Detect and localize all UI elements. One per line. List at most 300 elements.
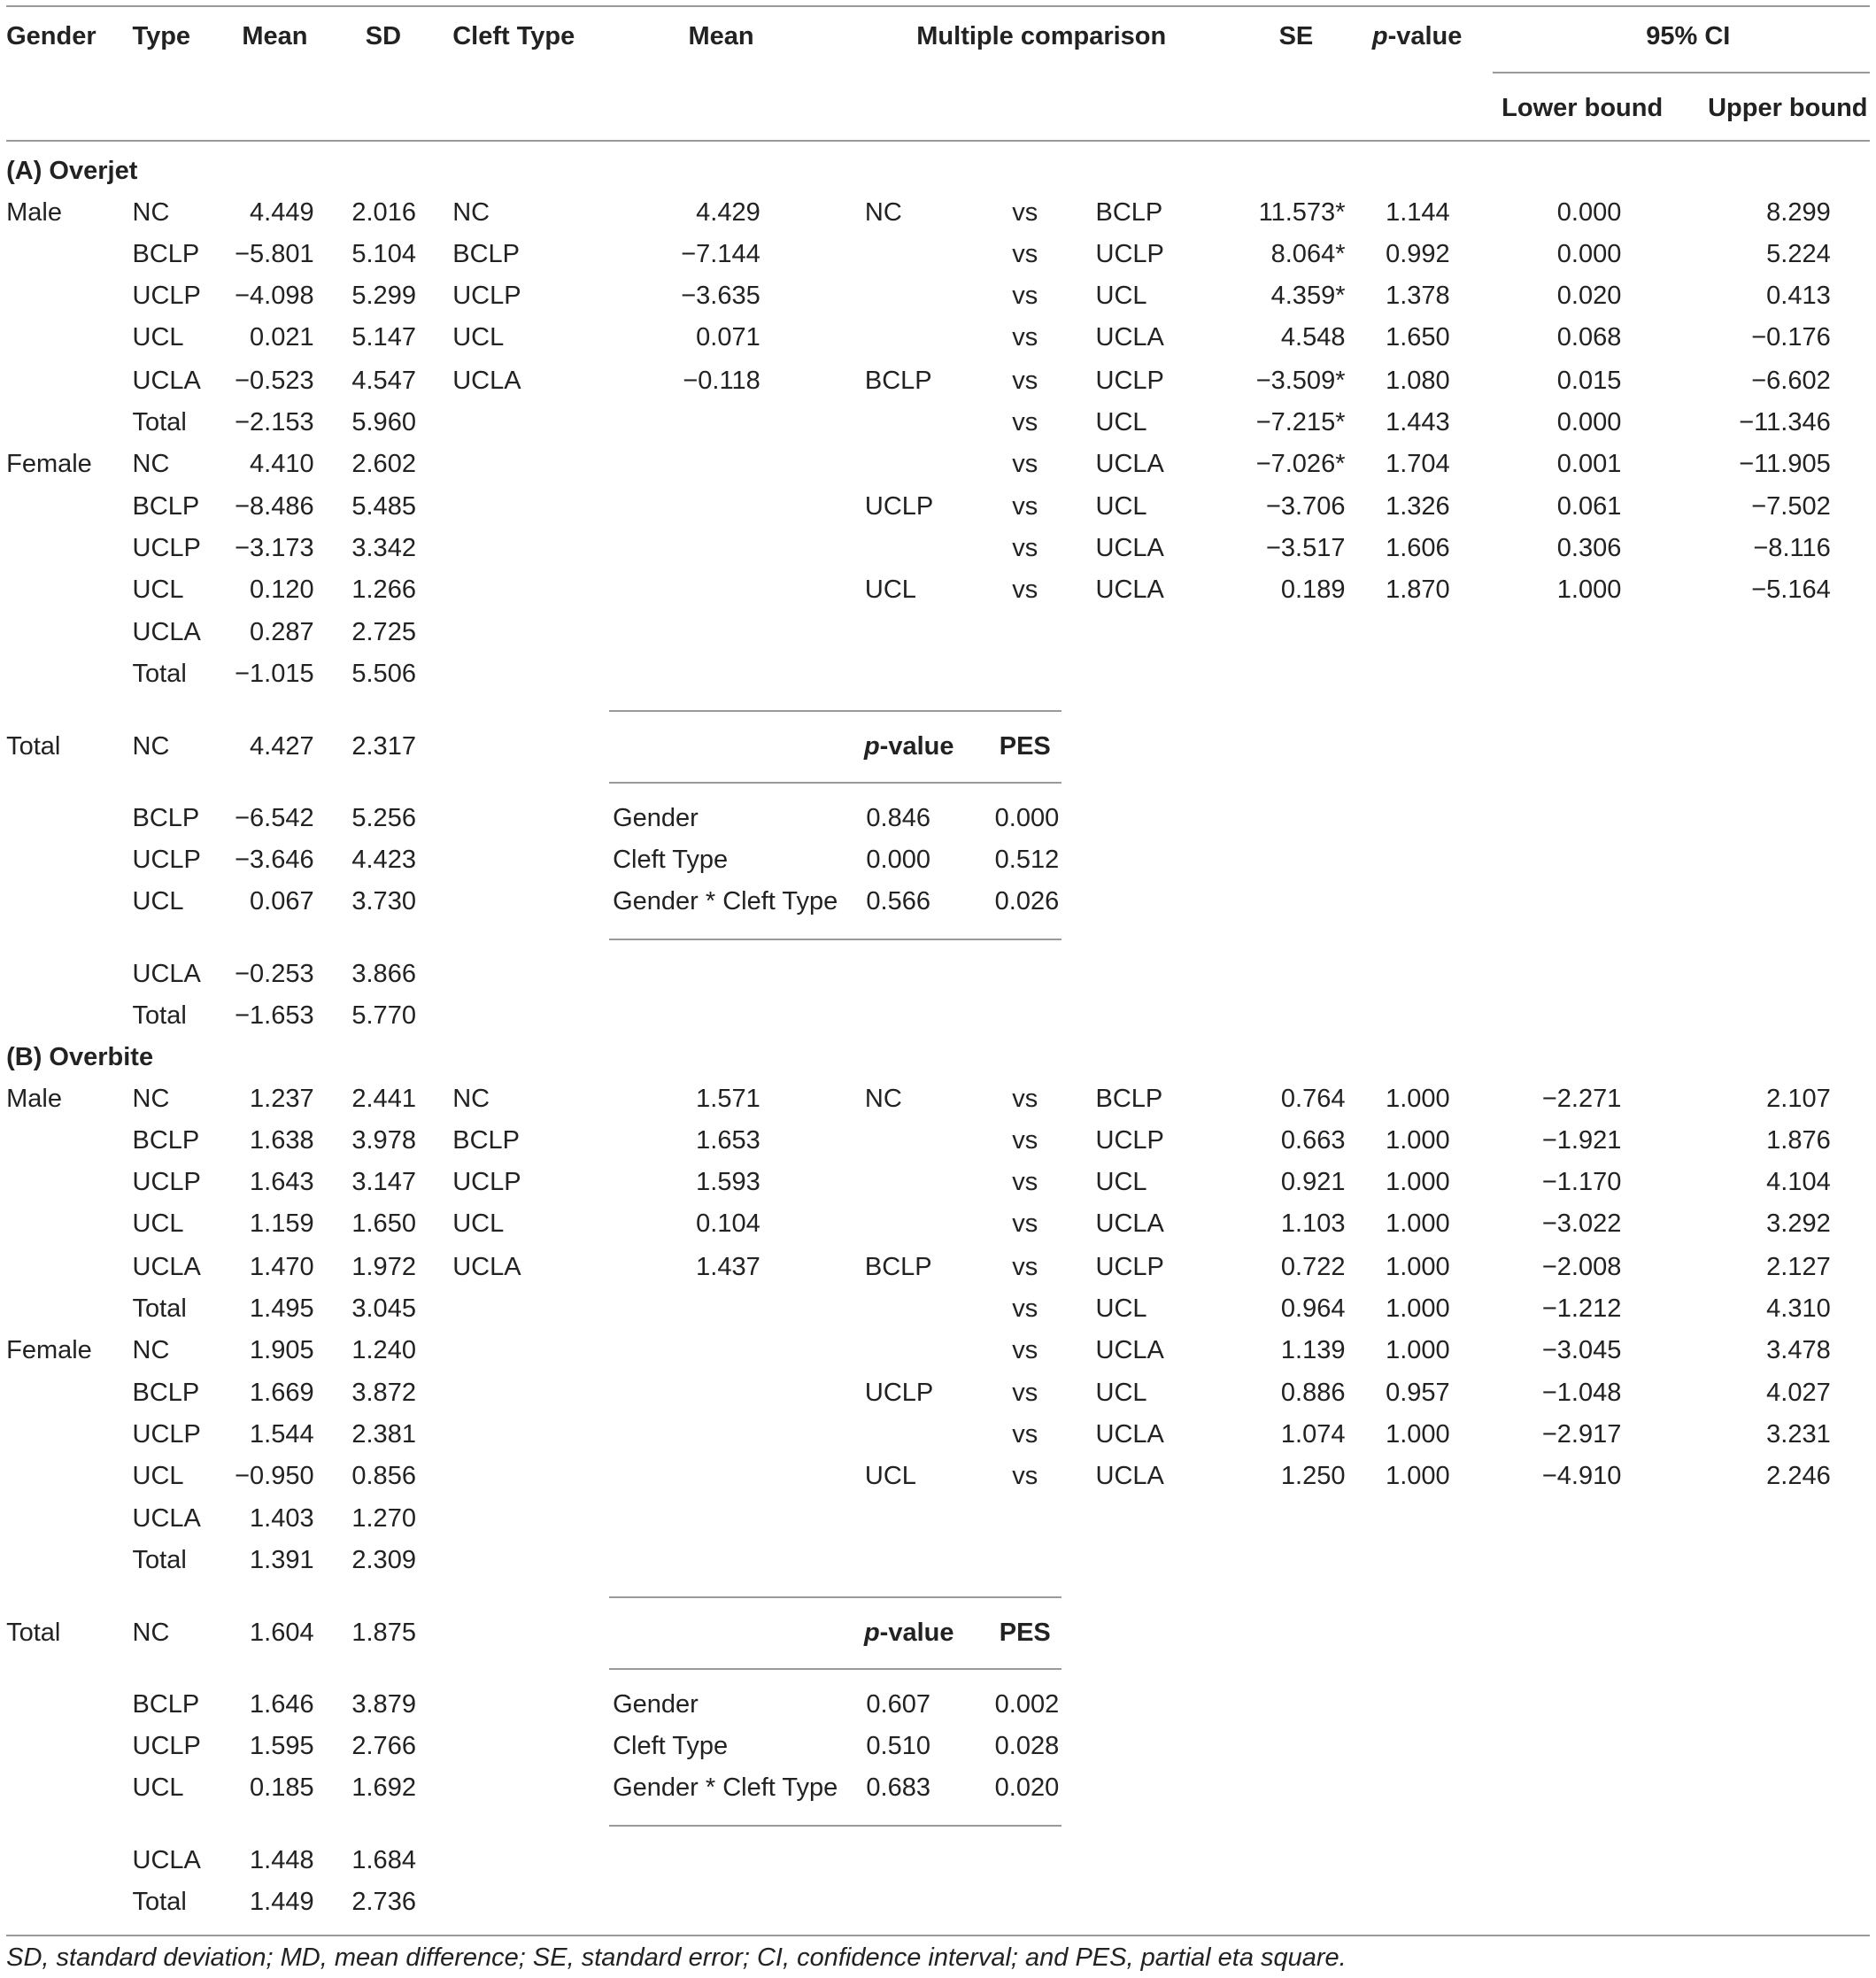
desc-mean-cell: 0.120 xyxy=(250,575,314,604)
comparison-se-cell: 4.359* xyxy=(1270,282,1346,311)
comparison-vs: vs xyxy=(1012,1126,1038,1155)
comparison-se-cell: 1.074 xyxy=(1280,1420,1346,1449)
anova-effect-label: Cleft Type xyxy=(613,1731,729,1760)
comparison-se-cell: 0.764 xyxy=(1280,1085,1346,1114)
anova-header-p-value-italic-p: p xyxy=(863,731,880,761)
comparison-lower-bound-cell: −4.910 xyxy=(1541,1462,1622,1491)
desc-sd-cell: 2.602 xyxy=(351,449,416,478)
cleft-type-cell: UCL xyxy=(452,1209,505,1239)
comparison-lower-bound-cell: 0.000 xyxy=(1556,198,1622,228)
desc-mean-cell: −2.153 xyxy=(235,407,314,437)
comparison-se-cell: 1.250 xyxy=(1280,1462,1346,1491)
desc-type-cell: Total xyxy=(132,1294,187,1323)
desc-type-cell: UCLP xyxy=(132,533,201,562)
cleft-type-cell: BCLP xyxy=(452,240,520,269)
comparison-se-cell: −3.517 xyxy=(1265,533,1346,562)
comparison-group-a: UCLP xyxy=(864,491,934,521)
desc-type-cell: UCLA xyxy=(132,366,201,395)
comparison-upper-bound-cell: 5.224 xyxy=(1766,240,1831,269)
comparison-group-b: UCLP xyxy=(1095,240,1164,269)
comparison-p-value-cell: 1.144 xyxy=(1386,198,1450,228)
comparison-lower-bound-cell: 0.061 xyxy=(1556,491,1622,521)
desc-type-cell: BCLP xyxy=(132,1126,200,1155)
comparison-upper-bound-cell: 4.104 xyxy=(1766,1168,1831,1197)
comparison-lower-bound-cell: 0.000 xyxy=(1556,240,1622,269)
desc-mean-cell: 1.449 xyxy=(250,1888,314,1917)
col-header-lower-bound: Lower bound xyxy=(1502,93,1664,122)
desc-mean-cell: −1.653 xyxy=(235,1001,314,1031)
desc-gender-cell: Female xyxy=(6,1335,92,1364)
col-header-p-value-italic-p: p xyxy=(1371,21,1388,50)
desc-sd-cell: 5.485 xyxy=(351,491,416,521)
desc-mean-cell: 1.595 xyxy=(250,1731,314,1760)
comparison-p-value-cell: 1.000 xyxy=(1386,1126,1450,1155)
desc-sd-cell: 5.147 xyxy=(351,323,416,352)
comparison-vs: vs xyxy=(1012,1420,1038,1449)
comparison-p-value-cell: 1.080 xyxy=(1386,366,1450,395)
desc-type-cell: UCLA xyxy=(132,960,201,989)
desc-sd-cell: 4.547 xyxy=(351,366,416,395)
comparison-lower-bound-cell: 0.000 xyxy=(1556,407,1622,437)
desc-sd-cell: 2.736 xyxy=(351,1888,416,1917)
desc-mean-cell: −0.950 xyxy=(235,1462,314,1491)
comparison-upper-bound-cell: 3.292 xyxy=(1766,1209,1831,1239)
desc-mean-cell: 1.638 xyxy=(250,1126,314,1155)
cleft-mean-cell: 1.653 xyxy=(696,1126,760,1155)
anova-p-value-cell: 0.566 xyxy=(866,886,930,916)
desc-mean-cell: 4.449 xyxy=(250,198,314,228)
table-top-rule xyxy=(6,5,1870,7)
anova-top-rule xyxy=(609,710,1062,712)
desc-mean-cell: 1.403 xyxy=(250,1504,314,1534)
desc-mean-cell: −4.098 xyxy=(235,282,314,311)
comparison-se-cell: 1.103 xyxy=(1280,1209,1346,1239)
comparison-vs: vs xyxy=(1012,1335,1038,1364)
comparison-p-value-cell: 1.000 xyxy=(1386,1209,1450,1239)
comparison-vs: vs xyxy=(1012,575,1038,604)
comparison-p-value-cell: 1.000 xyxy=(1386,1252,1450,1281)
desc-type-cell: NC xyxy=(132,1335,170,1364)
comparison-lower-bound-cell: −2.008 xyxy=(1541,1252,1622,1281)
desc-sd-cell: 3.879 xyxy=(351,1689,416,1719)
cleft-type-cell: NC xyxy=(452,198,490,228)
desc-sd-cell: 2.309 xyxy=(351,1546,416,1575)
comparison-group-b: UCL xyxy=(1095,1168,1147,1197)
desc-sd-cell: 3.045 xyxy=(351,1294,416,1323)
comparison-p-value-cell: 0.957 xyxy=(1386,1379,1450,1408)
desc-sd-cell: 1.240 xyxy=(351,1335,416,1364)
anova-pes-cell: 0.002 xyxy=(994,1689,1060,1719)
comparison-upper-bound-cell: −8.116 xyxy=(1753,533,1831,562)
desc-sd-cell: 1.972 xyxy=(351,1252,416,1281)
desc-mean-cell: −5.801 xyxy=(235,240,314,269)
col-header-se: SE xyxy=(1278,21,1314,50)
comparison-se-cell: 0.663 xyxy=(1280,1126,1346,1155)
desc-type-cell: UCLP xyxy=(132,282,201,311)
ci-spanner-rule xyxy=(1493,72,1870,73)
comparison-lower-bound-cell: −3.022 xyxy=(1541,1209,1622,1239)
col-header-gender: Gender xyxy=(6,21,97,50)
desc-mean-cell: 1.544 xyxy=(250,1420,314,1449)
comparison-group-a: NC xyxy=(864,1085,902,1114)
comparison-upper-bound-cell: 8.299 xyxy=(1766,198,1831,228)
desc-type-cell: UCLP xyxy=(132,1731,201,1760)
comparison-lower-bound-cell: 0.020 xyxy=(1556,282,1622,311)
desc-type-cell: Total xyxy=(132,660,187,689)
comparison-lower-bound-cell: 0.001 xyxy=(1556,449,1622,478)
desc-type-cell: UCL xyxy=(132,1209,184,1239)
desc-sd-cell: 5.104 xyxy=(351,240,416,269)
comparison-vs: vs xyxy=(1012,407,1038,437)
desc-mean-cell: 1.159 xyxy=(250,1209,314,1239)
comparison-se-cell: 0.921 xyxy=(1280,1168,1346,1197)
comparison-group-b: UCLA xyxy=(1095,575,1164,604)
comparison-se-cell: 0.722 xyxy=(1280,1252,1346,1281)
comparison-lower-bound-cell: 0.068 xyxy=(1556,323,1622,352)
desc-mean-cell: −0.253 xyxy=(235,960,314,989)
comparison-p-value-cell: 1.704 xyxy=(1386,449,1450,478)
comparison-se-cell: 0.964 xyxy=(1280,1294,1346,1323)
anova-bottom-rule xyxy=(609,1825,1062,1827)
anova-header-rule xyxy=(609,782,1062,784)
comparison-group-b: BCLP xyxy=(1095,1085,1163,1114)
desc-mean-cell: 1.470 xyxy=(250,1252,314,1281)
desc-sd-cell: 2.317 xyxy=(351,731,416,761)
desc-gender-cell: Male xyxy=(6,198,62,228)
comparison-p-value-cell: 1.650 xyxy=(1386,323,1450,352)
cleft-type-cell: UCLA xyxy=(452,366,521,395)
comparison-vs: vs xyxy=(1012,323,1038,352)
desc-type-cell: Total xyxy=(132,407,187,437)
comparison-lower-bound-cell: −3.045 xyxy=(1541,1335,1622,1364)
desc-type-cell: UCL xyxy=(132,1462,184,1491)
cleft-mean-cell: 4.429 xyxy=(696,198,760,228)
comparison-group-b: UCL xyxy=(1095,1294,1147,1323)
comparison-vs: vs xyxy=(1012,366,1038,395)
comparison-group-b: UCLA xyxy=(1095,449,1164,478)
desc-mean-cell: 4.427 xyxy=(250,731,314,761)
col-header-95ci: 95% CI xyxy=(1646,21,1731,50)
cleft-type-cell: BCLP xyxy=(452,1126,520,1155)
cleft-mean-cell: −3.635 xyxy=(681,282,760,311)
desc-sd-cell: 3.978 xyxy=(351,1126,416,1155)
comparison-group-a: UCL xyxy=(864,1462,916,1491)
comparison-group-b: UCLP xyxy=(1095,1252,1164,1281)
comparison-lower-bound-cell: 1.000 xyxy=(1556,575,1622,604)
desc-mean-cell: 4.410 xyxy=(250,449,314,478)
desc-type-cell: UCLP xyxy=(132,845,201,874)
col-header-upper-bound: Upper bound xyxy=(1708,93,1868,122)
comparison-upper-bound-cell: 0.413 xyxy=(1766,282,1831,311)
desc-type-cell: UCLA xyxy=(132,1846,201,1875)
comparison-lower-bound-cell: −1.170 xyxy=(1541,1168,1622,1197)
desc-type-cell: UCL xyxy=(132,575,184,604)
desc-type-cell: NC xyxy=(132,1085,170,1114)
desc-type-cell: UCL xyxy=(132,1773,184,1802)
desc-sd-cell: 2.725 xyxy=(351,618,416,647)
cleft-type-cell: UCLP xyxy=(452,1168,521,1197)
desc-mean-cell: −3.173 xyxy=(235,533,314,562)
col-header-multiple-comparison: Multiple comparison xyxy=(916,21,1167,50)
desc-gender-cell: Total xyxy=(6,731,61,761)
comparison-upper-bound-cell: −5.164 xyxy=(1751,575,1831,604)
anova-p-value-cell: 0.683 xyxy=(866,1773,930,1802)
comparison-p-value-cell: 1.870 xyxy=(1386,575,1450,604)
comparison-lower-bound-cell: −1.048 xyxy=(1541,1379,1622,1408)
comparison-vs: vs xyxy=(1012,491,1038,521)
comparison-group-b: UCL xyxy=(1095,407,1147,437)
desc-mean-cell: 1.495 xyxy=(250,1294,314,1323)
desc-sd-cell: 3.147 xyxy=(351,1168,416,1197)
comparison-vs: vs xyxy=(1012,198,1038,228)
desc-sd-cell: 5.256 xyxy=(351,803,416,832)
anova-top-rule xyxy=(609,1596,1062,1598)
cleft-mean-cell: 1.571 xyxy=(696,1085,760,1114)
comparison-se-cell: 1.139 xyxy=(1280,1335,1346,1364)
cleft-mean-cell: 0.071 xyxy=(696,323,760,352)
desc-mean-cell: −1.015 xyxy=(235,660,314,689)
cleft-mean-cell: −0.118 xyxy=(683,366,760,395)
cleft-mean-cell: 1.437 xyxy=(696,1252,760,1281)
anova-header-rule xyxy=(609,1668,1062,1670)
desc-sd-cell: 1.692 xyxy=(351,1773,416,1802)
table-footnote: SD, standard deviation; MD, mean difference; SE, standard error; CI, confidence interval; and PES, partial eta square. xyxy=(6,1943,1347,1973)
desc-sd-cell: 5.299 xyxy=(351,282,416,311)
comparison-p-value-cell: 1.000 xyxy=(1386,1462,1450,1491)
comparison-vs: vs xyxy=(1012,1379,1038,1408)
anova-pes-cell: 0.000 xyxy=(994,803,1060,832)
comparison-group-b: UCL xyxy=(1095,282,1147,311)
table-bottom-rule xyxy=(6,1935,1870,1936)
comparison-vs: vs xyxy=(1012,240,1038,269)
desc-mean-cell: 1.905 xyxy=(250,1335,314,1364)
anova-effect-label: Gender * Cleft Type xyxy=(613,886,838,916)
cleft-mean-cell: −7.144 xyxy=(681,240,760,269)
desc-sd-cell: 1.684 xyxy=(351,1846,416,1875)
col-header-cleft-type: Cleft Type xyxy=(452,21,575,50)
anova-pes-cell: 0.020 xyxy=(994,1773,1060,1802)
desc-mean-cell: 1.237 xyxy=(250,1085,314,1114)
comparison-group-b: UCL xyxy=(1095,491,1147,521)
desc-mean-cell: 1.604 xyxy=(250,1618,314,1647)
comparison-vs: vs xyxy=(1012,449,1038,478)
desc-type-cell: NC xyxy=(132,449,170,478)
desc-sd-cell: 3.866 xyxy=(351,960,416,989)
comparison-lower-bound-cell: −2.271 xyxy=(1541,1085,1622,1114)
anova-effect-label: Gender xyxy=(613,1689,699,1719)
desc-mean-cell: 1.646 xyxy=(250,1689,314,1719)
comparison-upper-bound-cell: 2.127 xyxy=(1766,1252,1831,1281)
comparison-se-cell: 0.189 xyxy=(1280,575,1346,604)
comparison-p-value-cell: 1.606 xyxy=(1386,533,1450,562)
comparison-group-b: UCLA xyxy=(1095,1335,1164,1364)
comparison-vs: vs xyxy=(1012,1168,1038,1197)
desc-sd-cell: 5.506 xyxy=(351,660,416,689)
desc-sd-cell: 1.270 xyxy=(351,1504,416,1534)
cleft-type-cell: UCLA xyxy=(452,1252,521,1281)
col-header-sd: SD xyxy=(365,21,402,50)
desc-sd-cell: 5.960 xyxy=(351,407,416,437)
desc-mean-cell: 0.021 xyxy=(250,323,314,352)
comparison-upper-bound-cell: −0.176 xyxy=(1751,323,1831,352)
desc-sd-cell: 3.342 xyxy=(351,533,416,562)
desc-mean-cell: 0.287 xyxy=(250,618,314,647)
desc-sd-cell: 2.381 xyxy=(351,1420,416,1449)
comparison-se-cell: 4.548 xyxy=(1280,323,1346,352)
comparison-vs: vs xyxy=(1012,1085,1038,1114)
desc-type-cell: Total xyxy=(132,1546,187,1575)
comparison-group-b: UCLP xyxy=(1095,366,1164,395)
col-header-mean: Mean xyxy=(242,21,308,50)
anova-p-value-cell: 0.607 xyxy=(866,1689,930,1719)
col-header-type: Type xyxy=(132,21,191,50)
desc-mean-cell: 1.448 xyxy=(250,1846,314,1875)
comparison-lower-bound-cell: −2.917 xyxy=(1541,1420,1622,1449)
comparison-upper-bound-cell: 2.107 xyxy=(1766,1085,1831,1114)
desc-type-cell: NC xyxy=(132,1618,170,1647)
desc-mean-cell: −3.646 xyxy=(235,845,314,874)
comparison-se-cell: −3.509* xyxy=(1255,366,1346,395)
anova-pes-cell: 0.512 xyxy=(994,845,1060,874)
comparison-vs: vs xyxy=(1012,1209,1038,1239)
comparison-se-cell: −3.706 xyxy=(1265,491,1346,521)
desc-type-cell: BCLP xyxy=(132,803,200,832)
comparison-vs: vs xyxy=(1012,1462,1038,1491)
comparison-group-b: UCL xyxy=(1095,1379,1147,1408)
comparison-group-b: UCLA xyxy=(1095,533,1164,562)
desc-sd-cell: 1.650 xyxy=(351,1209,416,1239)
anova-effect-label: Gender xyxy=(613,803,699,832)
comparison-p-value-cell: 1.000 xyxy=(1386,1294,1450,1323)
desc-type-cell: UCL xyxy=(132,886,184,916)
comparison-se-cell: −7.215* xyxy=(1255,407,1346,437)
anova-effect-label: Cleft Type xyxy=(613,845,729,874)
comparison-upper-bound-cell: 4.310 xyxy=(1766,1294,1831,1323)
comparison-lower-bound-cell: 0.015 xyxy=(1556,366,1622,395)
comparison-group-b: UCLA xyxy=(1095,1209,1164,1239)
comparison-se-cell: 0.886 xyxy=(1280,1379,1346,1408)
desc-type-cell: BCLP xyxy=(132,491,200,521)
desc-mean-cell: 1.643 xyxy=(250,1168,314,1197)
comparison-group-b: BCLP xyxy=(1095,198,1163,228)
desc-type-cell: UCLA xyxy=(132,1504,201,1534)
anova-header-p-value-suffix: -value xyxy=(879,731,954,761)
desc-gender-cell: Total xyxy=(6,1618,61,1647)
desc-type-cell: BCLP xyxy=(132,1379,200,1408)
comparison-vs: vs xyxy=(1012,282,1038,311)
desc-sd-cell: 4.423 xyxy=(351,845,416,874)
anova-header-pes: PES xyxy=(999,1618,1051,1647)
desc-type-cell: NC xyxy=(132,731,170,761)
comparison-upper-bound-cell: 2.246 xyxy=(1766,1462,1831,1491)
desc-sd-cell: 3.730 xyxy=(351,886,416,916)
cleft-mean-cell: 0.104 xyxy=(696,1209,760,1239)
desc-mean-cell: 1.669 xyxy=(250,1379,314,1408)
comparison-group-b: UCLP xyxy=(1095,1126,1164,1155)
desc-sd-cell: 1.875 xyxy=(351,1618,416,1647)
desc-type-cell: NC xyxy=(132,198,170,228)
comparison-upper-bound-cell: 1.876 xyxy=(1766,1126,1831,1155)
desc-mean-cell: 0.067 xyxy=(250,886,314,916)
comparison-upper-bound-cell: 3.478 xyxy=(1766,1335,1831,1364)
comparison-vs: vs xyxy=(1012,533,1038,562)
anova-bottom-rule xyxy=(609,939,1062,940)
cleft-type-cell: NC xyxy=(452,1085,490,1114)
anova-pes-cell: 0.028 xyxy=(994,1731,1060,1760)
cleft-mean-cell: 1.593 xyxy=(696,1168,760,1197)
desc-mean-cell: −6.542 xyxy=(235,803,314,832)
comparison-group-a: UCL xyxy=(864,575,916,604)
desc-sd-cell: 3.872 xyxy=(351,1379,416,1408)
comparison-lower-bound-cell: −1.212 xyxy=(1541,1294,1622,1323)
desc-mean-cell: −8.486 xyxy=(235,491,314,521)
desc-type-cell: UCLA xyxy=(132,1252,201,1281)
desc-sd-cell: 5.770 xyxy=(351,1001,416,1031)
comparison-p-value-cell: 1.000 xyxy=(1386,1335,1450,1364)
desc-type-cell: BCLP xyxy=(132,240,200,269)
comparison-p-value-cell: 1.378 xyxy=(1386,282,1450,311)
comparison-vs: vs xyxy=(1012,1294,1038,1323)
comparison-p-value-cell: 1.000 xyxy=(1386,1085,1450,1114)
comparison-group-a: NC xyxy=(864,198,902,228)
comparison-p-value-cell: 1.326 xyxy=(1386,491,1450,521)
comparison-upper-bound-cell: 3.231 xyxy=(1766,1420,1831,1449)
comparison-p-value-cell: 1.443 xyxy=(1386,407,1450,437)
anova-header-p-value-suffix: -value xyxy=(879,1618,954,1647)
comparison-upper-bound-cell: −6.602 xyxy=(1751,366,1831,395)
desc-type-cell: BCLP xyxy=(132,1689,200,1719)
desc-gender-cell: Female xyxy=(6,449,92,478)
anova-header-p-value-italic-p: p xyxy=(863,1618,880,1647)
desc-gender-cell: Male xyxy=(6,1085,62,1114)
comparison-upper-bound-cell: −7.502 xyxy=(1751,491,1831,521)
comparison-lower-bound-cell: −1.921 xyxy=(1541,1126,1622,1155)
cleft-type-cell: UCLP xyxy=(452,282,521,311)
comparison-p-value-cell: 0.992 xyxy=(1386,240,1450,269)
cleft-type-cell: UCL xyxy=(452,323,505,352)
comparison-group-a: BCLP xyxy=(864,366,932,395)
comparison-upper-bound-cell: 4.027 xyxy=(1766,1379,1831,1408)
section-title: (A) Overjet xyxy=(6,157,138,186)
desc-sd-cell: 2.016 xyxy=(351,198,416,228)
desc-sd-cell: 2.766 xyxy=(351,1731,416,1760)
anova-p-value-cell: 0.846 xyxy=(866,803,930,832)
anova-effect-label: Gender * Cleft Type xyxy=(613,1773,838,1802)
anova-pes-cell: 0.026 xyxy=(994,886,1060,916)
comparison-group-b: UCLA xyxy=(1095,1462,1164,1491)
comparison-p-value-cell: 1.000 xyxy=(1386,1420,1450,1449)
anova-p-value-cell: 0.000 xyxy=(866,845,930,874)
comparison-lower-bound-cell: 0.306 xyxy=(1556,533,1622,562)
desc-mean-cell: 1.391 xyxy=(250,1546,314,1575)
desc-type-cell: UCLA xyxy=(132,618,201,647)
header-bottom-rule xyxy=(6,140,1870,142)
desc-sd-cell: 0.856 xyxy=(351,1462,416,1491)
desc-type-cell: UCLP xyxy=(132,1420,201,1449)
desc-mean-cell: −0.523 xyxy=(235,366,314,395)
desc-mean-cell: 0.185 xyxy=(250,1773,314,1802)
desc-sd-cell: 2.441 xyxy=(351,1085,416,1114)
comparison-group-a: BCLP xyxy=(864,1252,932,1281)
anova-header-pes: PES xyxy=(999,731,1051,761)
comparison-vs: vs xyxy=(1012,1252,1038,1281)
desc-type-cell: UCLP xyxy=(132,1168,201,1197)
desc-type-cell: UCL xyxy=(132,323,184,352)
desc-type-cell: Total xyxy=(132,1001,187,1031)
desc-sd-cell: 1.266 xyxy=(351,575,416,604)
col-header-p-value-suffix: -value xyxy=(1387,21,1463,50)
comparison-se-cell: −7.026* xyxy=(1255,449,1346,478)
